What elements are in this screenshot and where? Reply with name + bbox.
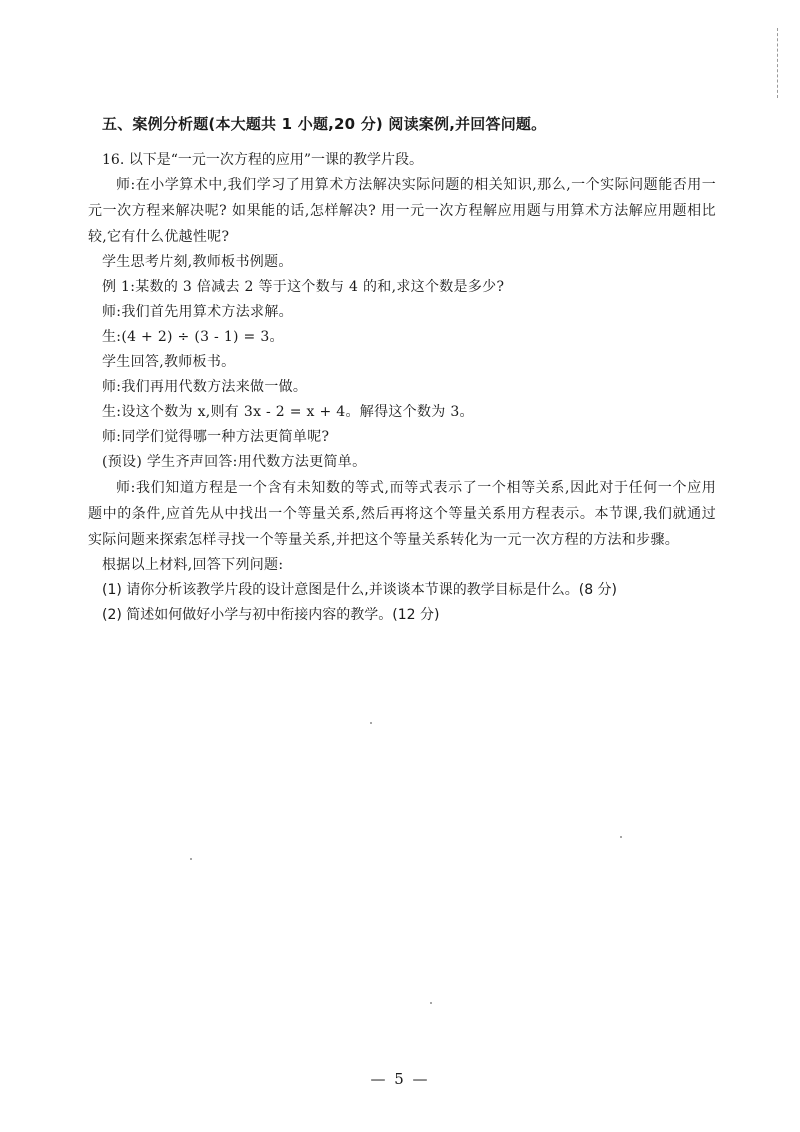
dialogue-line: 学生回答,教师板书。 [102,354,236,370]
dialogue-line: 学生思考片刻,教师板书例题。 [102,254,293,270]
algebra-solution: 生:设这个数为 x,则有 3x - 2 = x + 4。解得这个数为 3。 [102,404,474,420]
page-content [88,112,716,628]
scan-speck [620,836,622,838]
teacher-summary-paragraph: 师:我们知道方程是一个含有未知数的等式,而等式表示了一个相等关系,因此对于任何一个应用题中的条件,应首先从中找出一个等量关系,然后再将这个等量关系用方程表示。本节课,我们就通过实际问题来探索怎样寻找一个等量关系,并把这个等量关系转化为一元一次方程的方法和步骤。 [88,480,716,548]
question-title: 16. 以下是“一元一次方程的应用”一课的教学片段。 [102,152,424,168]
question-prompt: 根据以上材料,回答下列问题: [102,557,284,573]
dialogue-line: 师:同学们觉得哪一种方法更简单呢? [102,429,330,445]
dialogue-line: 师:我们再用代数方法来做一做。 [102,379,308,395]
scan-speck [190,858,192,860]
sub-question-list [88,578,716,628]
sub-question-1: (1) 请你分析该教学片段的设计意图是什么,并谈谈本节课的教学目标是什么。(8 分) [102,582,618,598]
page-edge-mark [775,28,778,98]
scan-speck [370,722,372,724]
example-problem: 例 1:某数的 3 倍减去 2 等于这个数与 4 的和,求这个数是多少? [102,279,505,295]
dialogue-line: 师:我们首先用算术方法求解。 [102,304,293,320]
section-heading: 五、案例分析题(本大题共 1 小题,20 分) 阅读案例,并回答问题。 [102,115,547,133]
arithmetic-solution: 生:(4 + 2) ÷ (3 - 1) = 3。 [102,329,284,345]
teacher-intro-paragraph: 师:在小学算术中,我们学习了用算术方法解决实际问题的相关知识,那么,一个实际问题能否用一元一次方程来解决呢? 如果能的话,怎样解决? 用一元一次方程解应用题与用算术方法解应用题相比较,它有什么优越性呢? [88,177,716,245]
page-number: — 5 — [370,1070,430,1088]
sub-question-2: (2) 简述如何做好小学与初中衔接内容的教学。(12 分) [102,607,440,623]
dialogue-line: (预设) 学生齐声回答:用代数方法更简单。 [102,454,367,470]
scan-speck [430,1002,432,1004]
